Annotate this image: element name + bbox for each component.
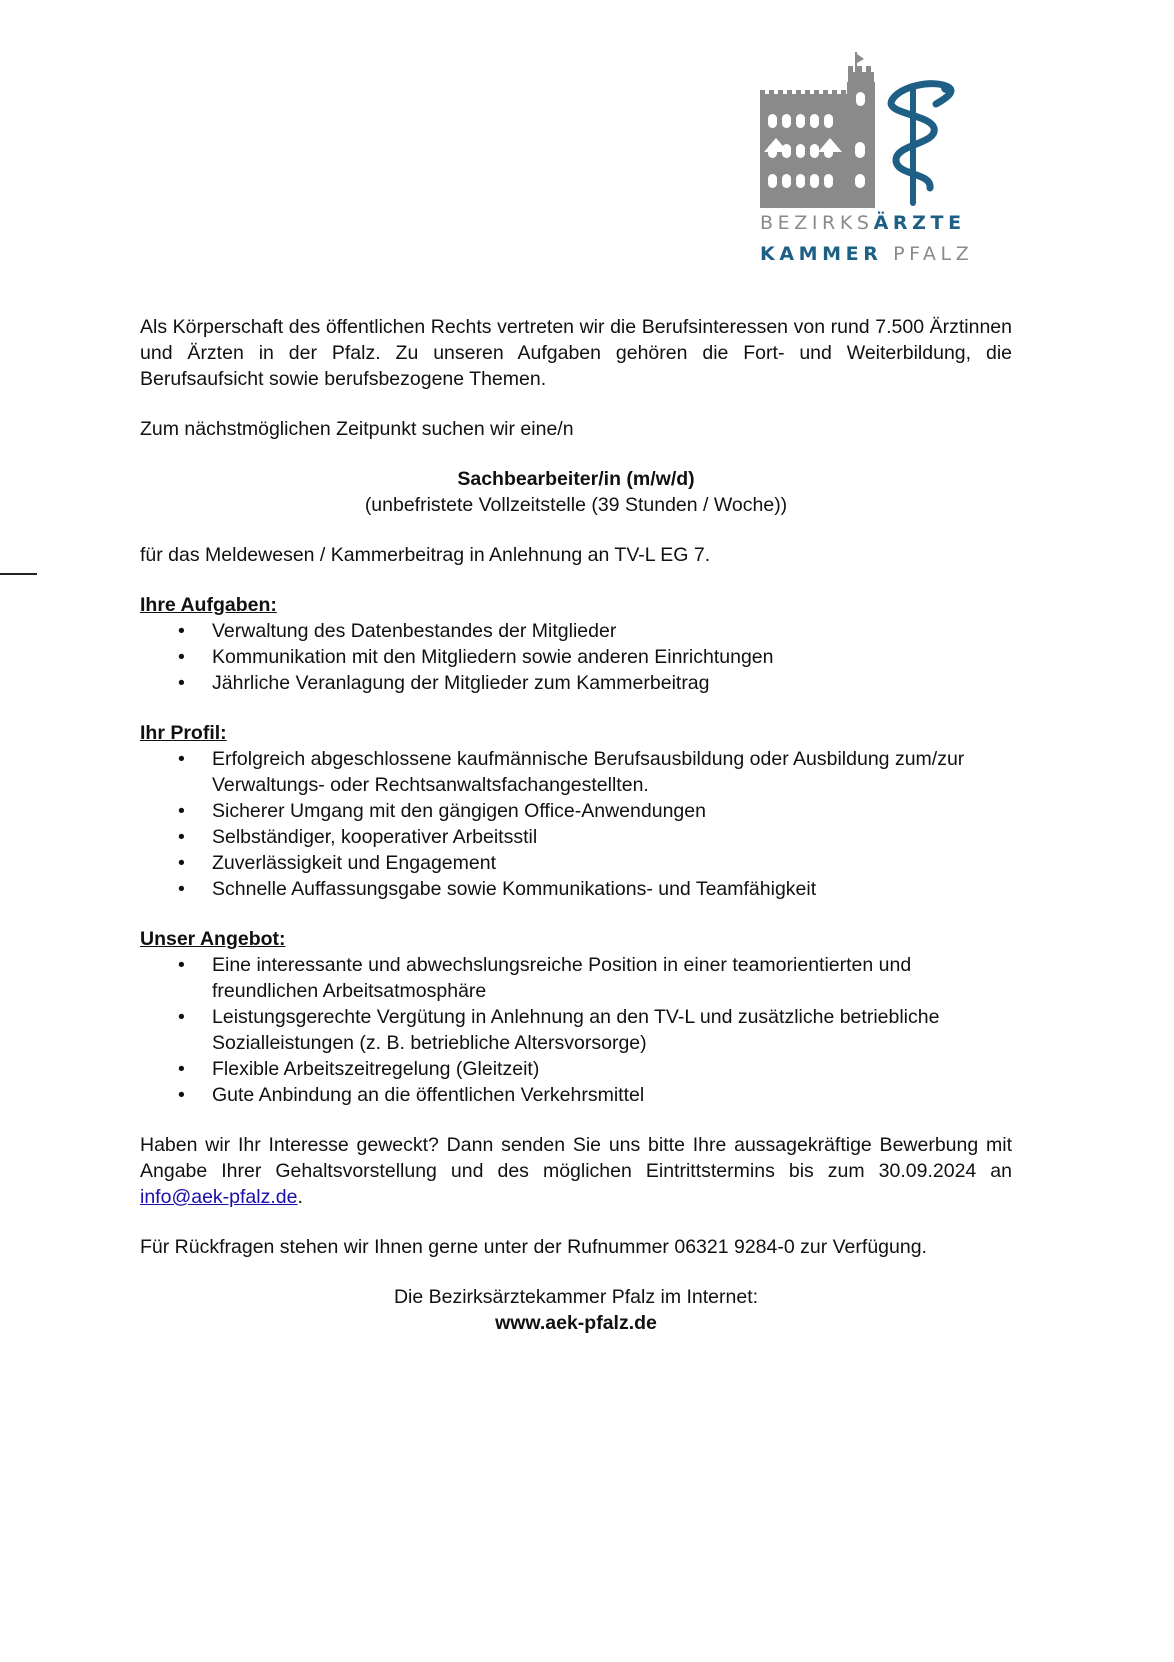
list-item: • Eine interessante und abwechslungsreiche Position in einer teamorientierten und freundlichen Arbeitsatmosphäre <box>140 952 1012 1004</box>
offer-heading: Unser Angebot: <box>140 928 286 950</box>
list-item: • Erfolgreich abgeschlossene kaufmännische Berufsausbildung oder Ausbildung zum/zur Verwaltungs- oder Rechtsanwaltsfachangestellten. <box>140 746 1012 798</box>
application-text: Haben wir Ihr Interesse geweckt? Dann senden Sie uns bitte Ihre aussagekräftige Bewerbung mit Angabe Ihrer Gehaltsvorstellung und des möglichen Eintrittstermins bis zum 30.09.2024 an <box>140 1134 1012 1182</box>
logo-graphic <box>760 52 960 208</box>
footer-line: Die Bezirksärztekammer Pfalz im Internet: <box>393 1286 759 1308</box>
margin-mark <box>0 573 37 575</box>
department-line: für das Meldewesen / Kammerbeitrag in Anlehnung an TV-L EG 7. <box>140 544 711 566</box>
list-item: • Kommunikation mit den Mitgliedern sowie anderen Einrichtungen <box>140 644 1012 670</box>
list-item: • Leistungsgerechte Vergütung in Anlehnung an den TV-L und zusätzliche betriebliche Sozialleistungen (z. B. betriebliche Altersvorsorge) <box>140 1004 1012 1056</box>
email-link[interactable]: info@aek-pfalz.de <box>140 1186 298 1208</box>
list-item: • Gute Anbindung an die öffentlichen Verkehrsmittel <box>140 1082 1012 1108</box>
list-item: • Flexible Arbeitszeitregelung (Gleitzeit) <box>140 1056 1012 1082</box>
list-item: • Verwaltung des Datenbestandes der Mitglieder <box>140 618 1012 644</box>
offer-list <box>140 952 1012 1108</box>
website-text: www.aek-pfalz.de <box>495 1312 657 1334</box>
list-item: • Sicherer Umgang mit den gängigen Office-Anwendungen <box>140 798 1012 824</box>
list-item: • Schnelle Auffassungsgabe sowie Kommunikations- und Teamfähigkeit <box>140 876 1012 902</box>
application-end: . <box>297 1186 303 1208</box>
logo-line-1-blue: ÄRZTE <box>873 212 966 234</box>
application-paragraph <box>140 1132 1012 1210</box>
profile-heading: Ihr Profil: <box>140 722 227 744</box>
logo-line-1 <box>760 208 980 239</box>
list-item: • Zuverlässigkeit und Engagement <box>140 850 1012 876</box>
logo-line-1-gray: BEZIRKS <box>760 212 874 234</box>
profile-list <box>140 746 1012 902</box>
logo-line-2 <box>760 239 980 270</box>
job-posting-body <box>140 314 1012 1336</box>
intro-paragraph: Als Körperschaft des öffentlichen Rechts vertreten wir die Berufsinteressen von rund 7.500 Ärztinnen und Ärzten in der Pfalz. Zu unseren Aufgaben gehören die Fort- und Weiterbildung, die Berufsaufsicht sowie berufsbezogene Themen. <box>140 316 1012 390</box>
logo <box>760 52 980 270</box>
contact-line: Für Rückfragen stehen wir Ihnen gerne unter der Rufnummer 06321 9284-0 zur Verfügung. <box>140 1236 927 1258</box>
list-item: • Jährliche Veranlagung der Mitglieder zum Kammerbeitrag <box>140 670 1012 696</box>
logo-line-2-gray: PFALZ <box>893 243 974 265</box>
search-line: Zum nächstmöglichen Zeitpunkt suchen wir eine/n <box>140 418 574 440</box>
rod-of-asclepius-icon <box>891 83 951 206</box>
tasks-heading: Ihre Aufgaben: <box>140 594 277 616</box>
job-title: Sachbearbeiter/in (m/w/d) <box>457 468 695 490</box>
tasks-list <box>140 618 1012 696</box>
job-subtitle: (unbefristete Vollzeitstelle (39 Stunden / Woche)) <box>364 494 788 516</box>
logo-line-2-blue: KAMMER <box>760 243 883 265</box>
list-item: • Selbständiger, kooperativer Arbeitsstil <box>140 824 1012 850</box>
